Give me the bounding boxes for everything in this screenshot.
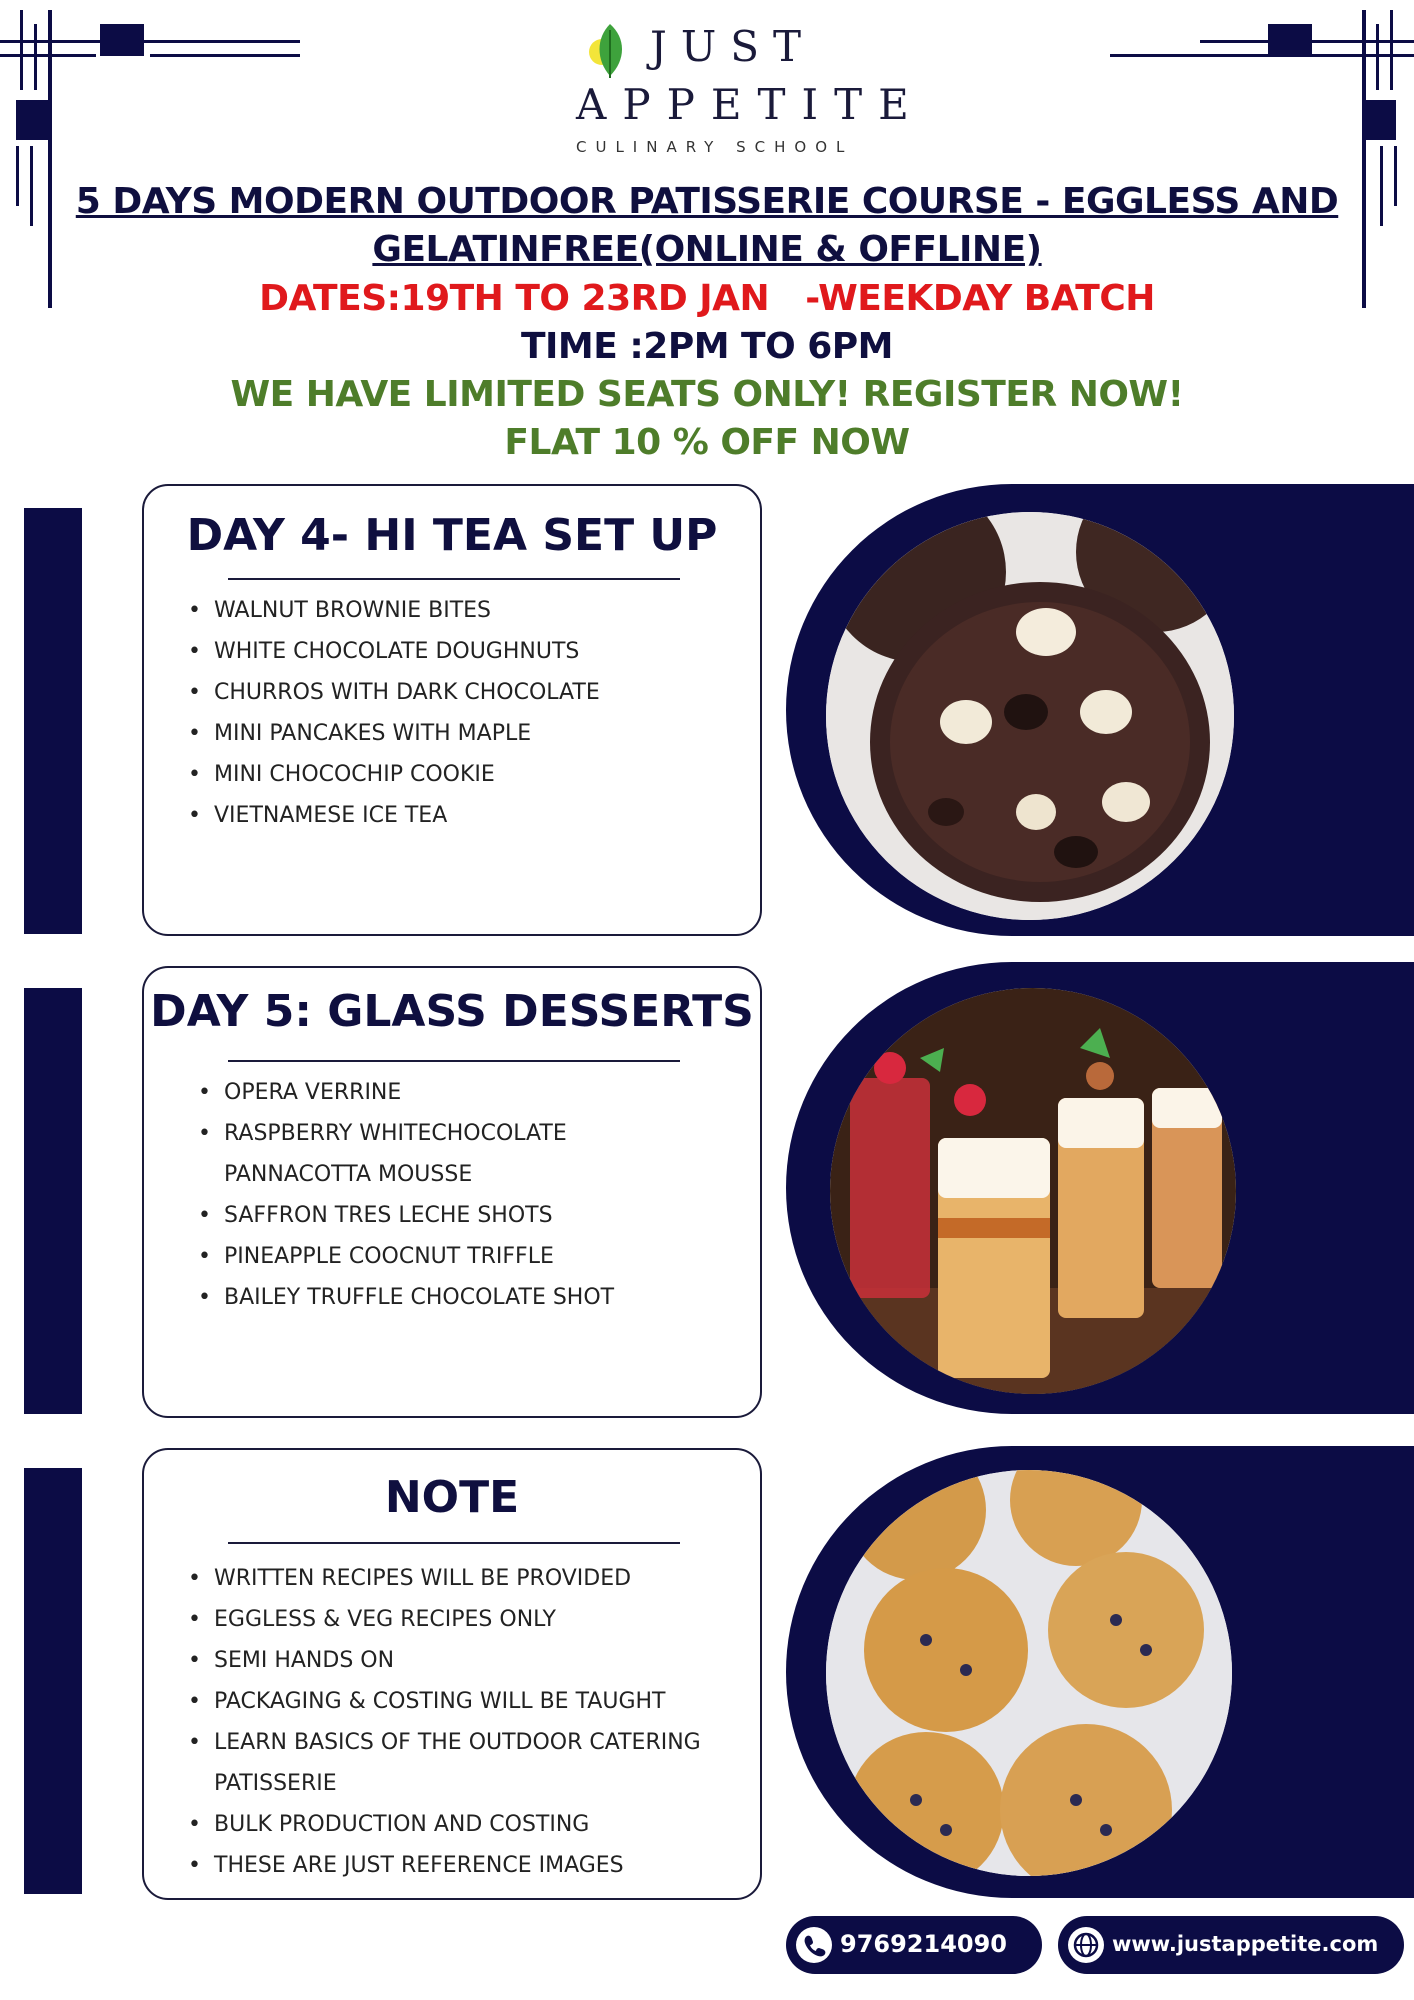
leaf-icon [584, 22, 630, 80]
logo-line-3: CULINARY SCHOOL [576, 138, 854, 156]
list-item: • MINI CHOCOCHIP COOKIE [184, 754, 600, 795]
discount-banner: FLAT 10 % OFF NOW [504, 422, 910, 463]
phone-number: 9769214090 [840, 1930, 1007, 1958]
list-item: • SEMI HANDS ON [184, 1640, 701, 1681]
course-title [0, 178, 1414, 274]
section-bar-day4 [24, 508, 82, 934]
card-day4 [142, 484, 762, 936]
phone-pill[interactable] [786, 1916, 1042, 1974]
list-item: • CHURROS WITH DARK CHOCOLATE [184, 672, 600, 713]
website-pill[interactable] [1058, 1916, 1404, 1974]
list-item: • BAILEY TRUFFLE CHOCOLATE SHOT [194, 1277, 614, 1318]
card-heading-day5: DAY 5: GLASS DESSERTS [150, 986, 754, 1037]
card-heading-day4: DAY 4- HI TEA SET UP [186, 510, 718, 561]
section-bar-day5 [24, 988, 82, 1414]
card-note [142, 1448, 762, 1900]
course-dates: DATES:19TH TO 23RD JAN -WEEKDAY BATCH [259, 278, 1155, 319]
list-item-line-1: RASPBERRY WHITECHOCOLATE [224, 1121, 567, 1146]
course-title-line-2: GELATINFREE(ONLINE & OFFLINE) [372, 229, 1042, 270]
list-item: • BULK PRODUCTION AND COSTING [184, 1804, 701, 1845]
list-item: • OPERA VERRINE [194, 1072, 614, 1113]
section-bar-note [24, 1468, 82, 1894]
card-rule [228, 1060, 680, 1062]
list-item: • PACKAGING & COSTING WILL BE TAUGHT [184, 1681, 701, 1722]
card-day5 [142, 966, 762, 1418]
card-heading-note: NOTE [384, 1472, 520, 1523]
list-item [194, 1113, 614, 1195]
logo-line-1: JUST [650, 22, 816, 71]
muffins-photo [826, 1470, 1232, 1876]
list-item: • VIETNAMESE ICE TEA [184, 795, 600, 836]
list-item-line-2: PANNACOTTA MOUSSE [224, 1162, 473, 1187]
course-time: TIME :2PM TO 6PM [520, 326, 894, 367]
card-rule [228, 1542, 680, 1544]
list-item-line-1: LEARN BASICS OF THE OUTDOOR CATERING [214, 1730, 701, 1755]
logo-line-2: APPETITE [576, 80, 925, 129]
course-title-line-1: 5 DAYS MODERN OUTDOOR PATISSERIE COURSE - EGGLESS AND [75, 181, 1339, 222]
card-rule [228, 578, 680, 580]
cookie-photo [826, 512, 1234, 920]
website-url: www.justappetite.com [1112, 1932, 1379, 1956]
list-item: • WRITTEN RECIPES WILL BE PROVIDED [184, 1558, 701, 1599]
list-item: • MINI PANCAKES WITH MAPLE [184, 713, 600, 754]
item-list-day4 [184, 590, 600, 836]
logo [560, 12, 925, 156]
phone-icon [796, 1927, 832, 1963]
list-item: • WHITE CHOCOLATE DOUGHNUTS [184, 631, 600, 672]
list-item [184, 1722, 701, 1804]
list-item: • WALNUT BROWNIE BITES [184, 590, 600, 631]
list-item-line-2: PATISSERIE [214, 1771, 337, 1796]
list-item: • PINEAPPLE COOCNUT TRIFFLE [194, 1236, 614, 1277]
item-list-note [184, 1558, 701, 1886]
limited-seats-banner: WE HAVE LIMITED SEATS ONLY! REGISTER NOW! [230, 374, 1184, 415]
list-item: • SAFFRON TRES LECHE SHOTS [194, 1195, 614, 1236]
globe-icon [1068, 1927, 1104, 1963]
list-item: • THESE ARE JUST REFERENCE IMAGES [184, 1845, 701, 1886]
glass-desserts-photo [830, 988, 1236, 1394]
item-list-day5 [194, 1072, 614, 1318]
list-item: • EGGLESS & VEG RECIPES ONLY [184, 1599, 701, 1640]
